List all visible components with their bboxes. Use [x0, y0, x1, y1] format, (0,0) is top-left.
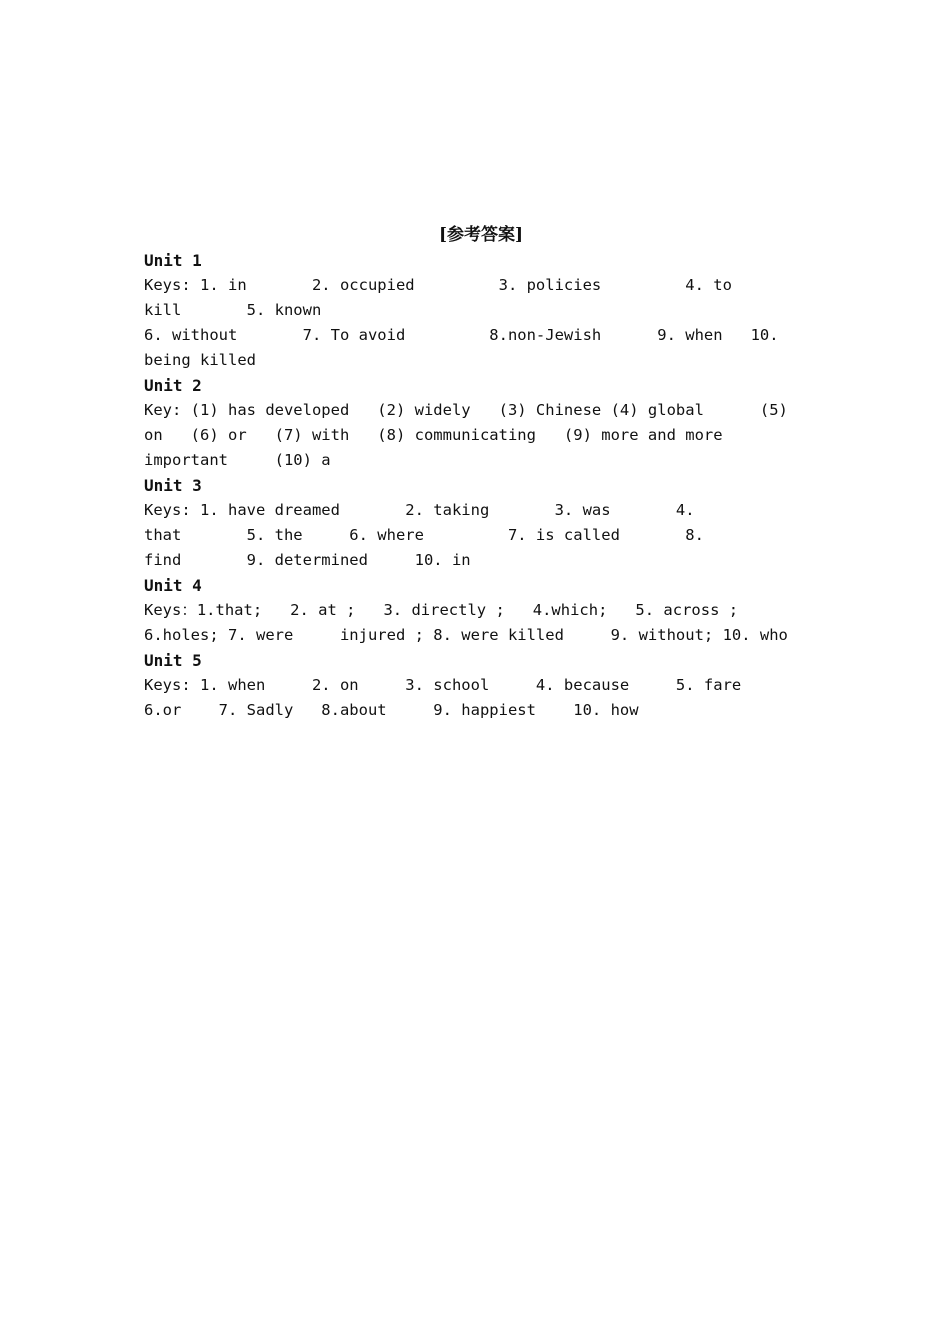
unit-4-line-1: Keys：1.that; 2. at ; 3. directly ; 4.which; 5. across ; [144, 601, 739, 619]
unit-2-line-3: important (10) a [144, 451, 331, 469]
unit-1-line-1: Keys: 1. in 2. occupied 3. policies 4. to [144, 276, 732, 294]
unit-5-line-1: Keys: 1. when 2. on 3. school 4. because 5. fare [144, 676, 742, 694]
unit-5-heading: Unit 5 [144, 651, 202, 670]
unit-3-heading: Unit 3 [144, 476, 202, 495]
page-title: [参考答案] [438, 225, 524, 245]
unit-2-heading: Unit 2 [144, 376, 202, 395]
unit-1-section [144, 248, 824, 373]
unit-5-line-2: 6.or 7. Sadly 8.about 9. happiest 10. how [144, 701, 639, 719]
unit-2-line-2: on (6) or (7) with (8) communicating (9) more and more [144, 426, 723, 444]
unit-1-heading: Unit 1 [144, 251, 202, 270]
unit-1-line-4: being killed [144, 351, 256, 369]
unit-2-section [144, 373, 824, 473]
unit-1-line-3: 6. without 7. To avoid 8.non-Jewish 9. when 10. [144, 326, 779, 344]
unit-4-section [144, 573, 824, 648]
unit-4-heading: Unit 4 [144, 576, 202, 595]
unit-3-line-2: that 5. the 6. where 7. is called 8. [144, 526, 704, 544]
unit-5-section [144, 648, 824, 723]
unit-3-section [144, 473, 824, 573]
unit-1-line-2: kill 5. known [144, 301, 322, 319]
unit-4-line-2: 6.holes; 7. were injured ; 8. were killed 9. without; 10. who [144, 626, 788, 644]
answer-key-document [144, 223, 824, 723]
unit-3-line-1: Keys: 1. have dreamed 2. taking 3. was 4. [144, 501, 695, 519]
unit-3-line-3: find 9. determined 10. in [144, 551, 471, 569]
unit-2-line-1: Key: (1) has developed (2) widely (3) Chinese (4) global (5) [144, 401, 788, 419]
